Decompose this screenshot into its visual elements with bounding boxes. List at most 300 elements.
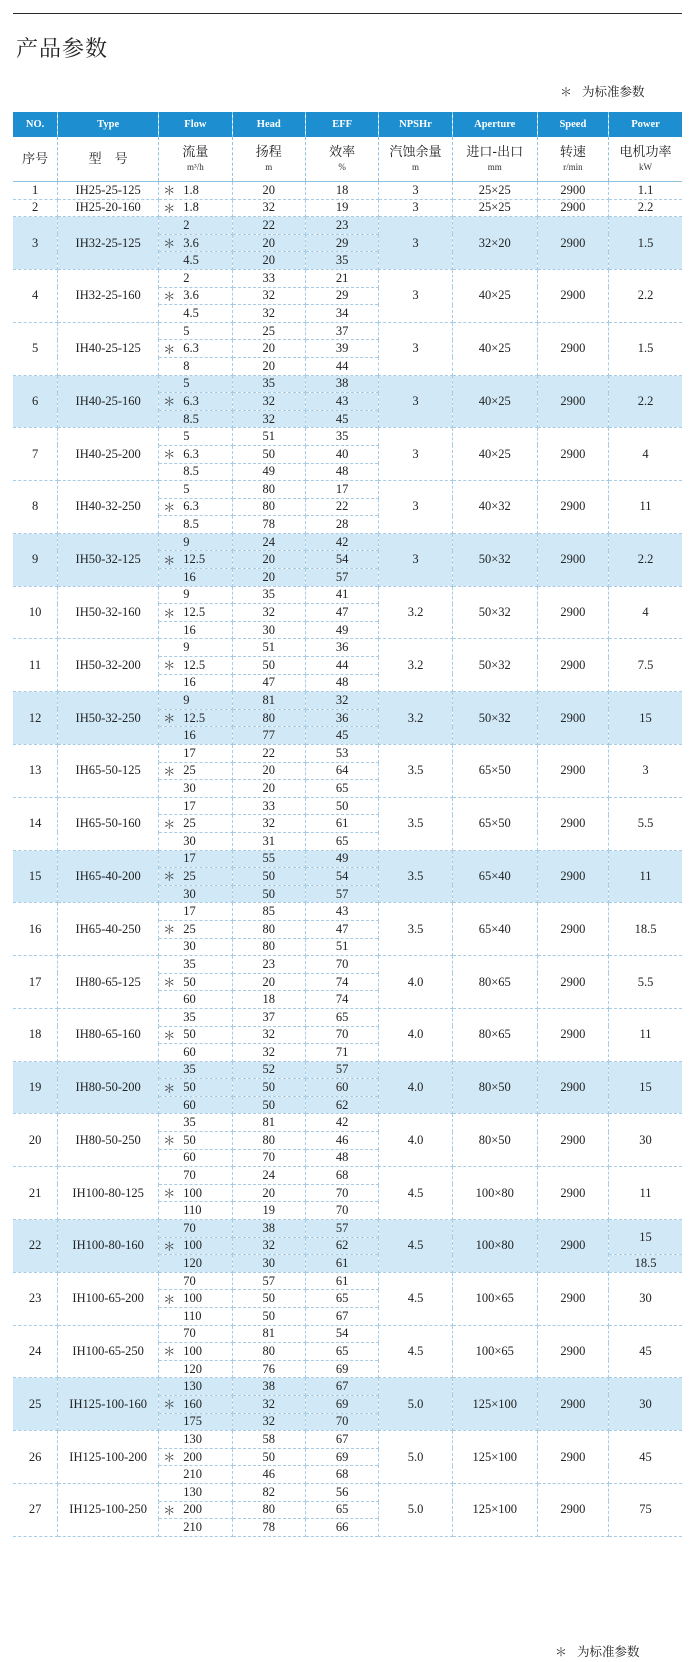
- chinese-header-row: [13, 137, 682, 182]
- head-cell: 32: [232, 393, 305, 411]
- flow-value: 50: [183, 1027, 196, 1042]
- flow-value: 120: [183, 1256, 202, 1271]
- eff-cell: 69: [305, 1360, 378, 1378]
- npshr-cell: 3: [379, 322, 452, 375]
- eff-cell: 66: [305, 1519, 378, 1537]
- table-row: [13, 1167, 682, 1185]
- speed-cell: 2900: [537, 375, 608, 428]
- header-zh-eff: [305, 137, 378, 182]
- header-zh-aperture-label: 进口-出口: [466, 145, 524, 160]
- head-cell: 19: [232, 1202, 305, 1220]
- header-zh-type-label: 型 号: [88, 151, 128, 167]
- flow-cell: [159, 1096, 232, 1114]
- npshr-cell: 3: [379, 481, 452, 534]
- flow-value: 120: [183, 1361, 202, 1376]
- header-speed-unit: r/min: [563, 162, 583, 172]
- head-cell: 38: [232, 1220, 305, 1238]
- row-number: 7: [13, 428, 58, 481]
- flow-cell: [159, 182, 232, 200]
- row-number: 11: [13, 639, 58, 692]
- eff-cell: 36: [305, 709, 378, 727]
- pump-type: IH65-50-125: [58, 745, 159, 798]
- header-npshr-unit: m: [411, 162, 419, 172]
- head-cell: 38: [232, 1378, 305, 1396]
- flow-value: 12.5: [183, 657, 206, 672]
- head-cell: 22: [232, 217, 305, 235]
- row-number: 4: [13, 269, 58, 322]
- flow-cell: [159, 621, 232, 639]
- flow-value: 100: [183, 1185, 202, 1200]
- flow-cell: [159, 1149, 232, 1167]
- head-cell: 35: [232, 586, 305, 604]
- head-cell: 81: [232, 1325, 305, 1343]
- eff-cell: 65: [305, 1290, 378, 1308]
- standard-marker-icon: ＊: [163, 711, 176, 726]
- head-cell: 57: [232, 1272, 305, 1290]
- table-row: [13, 375, 682, 393]
- power-cell: 3: [609, 745, 682, 798]
- table-row: [13, 692, 682, 710]
- flow-cell: [159, 1167, 232, 1185]
- row-number: 26: [13, 1431, 58, 1484]
- eff-cell: 67: [305, 1308, 378, 1326]
- eff-cell: 67: [305, 1378, 378, 1396]
- power-cell: 30: [609, 1114, 682, 1167]
- npshr-cell: 3.5: [379, 745, 452, 798]
- power-cell: 2.2: [609, 375, 682, 428]
- flow-cell: [159, 1026, 232, 1044]
- head-cell: 24: [232, 1167, 305, 1185]
- head-cell: 80: [232, 1501, 305, 1519]
- aperture-cell: 50×32: [452, 533, 537, 586]
- flow-cell: [159, 498, 232, 516]
- flow-value: 6.3: [183, 446, 199, 461]
- head-cell: 23: [232, 956, 305, 974]
- head-cell: 20: [232, 973, 305, 991]
- head-cell: 32: [232, 1026, 305, 1044]
- header-eff-unit: %: [338, 162, 346, 172]
- eff-cell: 61: [305, 1272, 378, 1290]
- header-flow-unit: m³/h: [187, 162, 204, 172]
- flow-cell: [159, 1448, 232, 1466]
- table-row: [13, 217, 682, 235]
- eff-cell: 43: [305, 393, 378, 411]
- eff-cell: 49: [305, 850, 378, 868]
- head-cell: 20: [232, 252, 305, 270]
- row-number: 21: [13, 1167, 58, 1220]
- flow-value: 25: [183, 868, 196, 883]
- flow-cell: [159, 586, 232, 604]
- eff-cell: 70: [305, 1026, 378, 1044]
- flow-value: 30: [183, 939, 196, 954]
- flow-cell: [159, 920, 232, 938]
- power-cell: 18.5: [609, 903, 682, 956]
- flow-value: 200: [183, 1502, 202, 1517]
- eff-cell: 41: [305, 586, 378, 604]
- standard-marker-icon: ＊: [163, 183, 176, 198]
- eff-cell: 23: [305, 217, 378, 235]
- header-zh-no: [13, 137, 58, 182]
- pump-type: IH125-100-160: [58, 1378, 159, 1431]
- pump-type: IH32-25-125: [58, 217, 159, 270]
- eff-cell: 46: [305, 1132, 378, 1150]
- eff-cell: 48: [305, 463, 378, 481]
- aperture-cell: 40×25: [452, 269, 537, 322]
- flow-cell: [159, 657, 232, 675]
- flow-cell: [159, 1431, 232, 1449]
- speed-cell: 2900: [537, 1483, 608, 1536]
- flow-value: 70: [183, 1220, 196, 1235]
- asterisk-icon: ＊: [560, 85, 573, 99]
- flow-cell: [159, 287, 232, 305]
- eff-cell: 37: [305, 322, 378, 340]
- flow-cell: [159, 305, 232, 323]
- head-cell: 82: [232, 1483, 305, 1501]
- flow-cell: [159, 991, 232, 1009]
- eff-cell: 54: [305, 551, 378, 569]
- eff-cell: 40: [305, 445, 378, 463]
- head-cell: 33: [232, 269, 305, 287]
- header-zh-npshr-label: 汽蚀余量: [389, 145, 442, 160]
- npshr-cell: 4.5: [379, 1272, 452, 1325]
- head-cell: 80: [232, 920, 305, 938]
- standard-marker-icon: ＊: [163, 1292, 176, 1307]
- head-cell: 20: [232, 234, 305, 252]
- head-cell: 50: [232, 1448, 305, 1466]
- flow-value: 25: [183, 921, 196, 936]
- table-row: [13, 1272, 682, 1290]
- speed-cell: 2900: [537, 199, 608, 217]
- flow-cell: [159, 868, 232, 886]
- flow-value: 4.5: [183, 253, 199, 268]
- flow-cell: [159, 1308, 232, 1326]
- flow-cell: [159, 1255, 232, 1273]
- row-number: 20: [13, 1114, 58, 1167]
- header-zh-power: [609, 137, 682, 182]
- flow-cell: [159, 1132, 232, 1150]
- head-cell: 76: [232, 1360, 305, 1378]
- row-number: 1: [13, 182, 58, 200]
- flow-cell: [159, 1325, 232, 1343]
- flow-value: 30: [183, 886, 196, 901]
- flow-value: 35: [183, 1115, 196, 1130]
- flow-cell: [159, 1501, 232, 1519]
- head-cell: 37: [232, 1008, 305, 1026]
- power-cell: 1.1: [609, 182, 682, 200]
- flow-cell: [159, 745, 232, 763]
- standard-marker-icon: ＊: [163, 606, 176, 621]
- aperture-cell: 65×50: [452, 797, 537, 850]
- head-cell: 35: [232, 375, 305, 393]
- header-head-unit: m: [265, 162, 273, 172]
- eff-cell: 35: [305, 252, 378, 270]
- flow-value: 2: [183, 217, 190, 232]
- standard-marker-icon: ＊: [163, 1028, 176, 1043]
- flow-cell: [159, 1483, 232, 1501]
- head-cell: 32: [232, 287, 305, 305]
- row-number: 14: [13, 797, 58, 850]
- flow-cell: [159, 410, 232, 428]
- flow-cell: [159, 393, 232, 411]
- pump-type: IH50-32-200: [58, 639, 159, 692]
- table-row: [13, 1325, 682, 1343]
- eff-cell: 65: [305, 832, 378, 850]
- npshr-cell: 3.5: [379, 850, 452, 903]
- npshr-cell: 4.0: [379, 1114, 452, 1167]
- flow-value: 5: [183, 429, 190, 444]
- standard-marker-icon: ＊: [163, 817, 176, 832]
- pump-type: IH80-65-160: [58, 1008, 159, 1061]
- speed-cell: 2900: [537, 1167, 608, 1220]
- head-cell: 20: [232, 780, 305, 798]
- power-cell: 5.5: [609, 797, 682, 850]
- standard-marker-icon: ＊: [163, 1503, 176, 1518]
- row-number: 19: [13, 1061, 58, 1114]
- table-row: [13, 1220, 682, 1238]
- eff-cell: 61: [305, 815, 378, 833]
- power-cell: 5.5: [609, 956, 682, 1009]
- flow-value: 50: [183, 1132, 196, 1147]
- flow-value: 60: [183, 1044, 196, 1059]
- asterisk-icon: ＊: [555, 1645, 568, 1659]
- flow-value: 25: [183, 763, 196, 778]
- head-cell: 20: [232, 569, 305, 587]
- speed-cell: 2900: [537, 269, 608, 322]
- eff-cell: 60: [305, 1079, 378, 1097]
- standard-marker-icon: ＊: [163, 236, 176, 251]
- flow-value: 130: [183, 1431, 202, 1446]
- row-number: 22: [13, 1220, 58, 1273]
- eff-cell: 54: [305, 1325, 378, 1343]
- head-cell: 80: [232, 498, 305, 516]
- speed-cell: 2900: [537, 1431, 608, 1484]
- page-title: 产品参数: [16, 37, 109, 62]
- speed-cell: 2900: [537, 1061, 608, 1114]
- eff-cell: 17: [305, 481, 378, 499]
- eff-cell: 68: [305, 1466, 378, 1484]
- eff-cell: 74: [305, 991, 378, 1009]
- flow-value: 60: [183, 1150, 196, 1165]
- header-en-head: Head: [232, 112, 305, 137]
- power-cell: 45: [609, 1325, 682, 1378]
- aperture-cell: 80×50: [452, 1114, 537, 1167]
- npshr-cell: 3.5: [379, 797, 452, 850]
- eff-cell: 43: [305, 903, 378, 921]
- flow-value: 16: [183, 675, 196, 690]
- flow-cell: [159, 639, 232, 657]
- power-cell: 2.2: [609, 533, 682, 586]
- flow-value: 12.5: [183, 605, 206, 620]
- eff-cell: 65: [305, 780, 378, 798]
- flow-cell: [159, 1044, 232, 1062]
- standard-marker-icon: ＊: [163, 500, 176, 515]
- flow-cell: [159, 322, 232, 340]
- aperture-cell: 100×65: [452, 1325, 537, 1378]
- pump-type: IH65-50-160: [58, 797, 159, 850]
- pump-type: IH125-100-200: [58, 1431, 159, 1484]
- eff-cell: 38: [305, 375, 378, 393]
- speed-cell: 2900: [537, 586, 608, 639]
- header-en-power: Power: [609, 112, 682, 137]
- power-cell: 15: [609, 692, 682, 745]
- head-cell: 51: [232, 639, 305, 657]
- flow-value: 3.6: [183, 288, 199, 303]
- power-cell: 7.5: [609, 639, 682, 692]
- speed-cell: 2900: [537, 428, 608, 481]
- npshr-cell: 3.2: [379, 692, 452, 745]
- flow-value: 9: [183, 587, 190, 602]
- eff-cell: 32: [305, 692, 378, 710]
- flow-cell: [159, 1114, 232, 1132]
- eff-cell: 62: [305, 1096, 378, 1114]
- aperture-cell: 50×32: [452, 586, 537, 639]
- row-number: 15: [13, 850, 58, 903]
- header-zh-power-label: 电机功率: [619, 145, 672, 160]
- flow-value: 8: [183, 358, 190, 373]
- aperture-cell: 65×40: [452, 903, 537, 956]
- table-row: [13, 481, 682, 499]
- flow-value: 9: [183, 640, 190, 655]
- head-cell: 30: [232, 621, 305, 639]
- pump-type: IH25-20-160: [58, 199, 159, 217]
- aperture-cell: 80×65: [452, 956, 537, 1009]
- power-cell: 11: [609, 1167, 682, 1220]
- eff-cell: 18: [305, 182, 378, 200]
- eff-cell: 29: [305, 234, 378, 252]
- head-cell: 80: [232, 1132, 305, 1150]
- header-zh-speed-label: 转速: [559, 145, 586, 160]
- aperture-cell: 65×40: [452, 850, 537, 903]
- head-cell: 32: [232, 410, 305, 428]
- pump-type: IH40-25-160: [58, 375, 159, 428]
- power-cell: 11: [609, 481, 682, 534]
- eff-cell: 57: [305, 1220, 378, 1238]
- power-cell: 11: [609, 1008, 682, 1061]
- eff-cell: 54: [305, 868, 378, 886]
- flow-value: 35: [183, 1062, 196, 1077]
- header-power-unit: kW: [639, 162, 652, 172]
- aperture-cell: 125×100: [452, 1431, 537, 1484]
- standard-marker-icon: ＊: [163, 1239, 176, 1254]
- speed-cell: 2900: [537, 217, 608, 270]
- table-row: [13, 903, 682, 921]
- head-cell: 20: [232, 182, 305, 200]
- eff-cell: 50: [305, 797, 378, 815]
- flow-cell: [159, 269, 232, 287]
- flow-value: 8.5: [183, 517, 199, 532]
- eff-cell: 39: [305, 340, 378, 358]
- eff-cell: 34: [305, 305, 378, 323]
- power-cell: 2.2: [609, 269, 682, 322]
- eff-cell: 65: [305, 1008, 378, 1026]
- eff-cell: 57: [305, 569, 378, 587]
- flow-cell: [159, 234, 232, 252]
- header-en-type: Type: [58, 112, 159, 137]
- aperture-cell: 40×25: [452, 375, 537, 428]
- head-cell: 31: [232, 832, 305, 850]
- flow-value: 2: [183, 270, 190, 285]
- npshr-cell: 3.2: [379, 639, 452, 692]
- standard-marker-icon: ＊: [163, 1186, 176, 1201]
- flow-cell: [159, 1237, 232, 1255]
- eff-cell: 69: [305, 1395, 378, 1413]
- table-row: [13, 1008, 682, 1026]
- head-cell: 20: [232, 762, 305, 780]
- head-cell: 70: [232, 1149, 305, 1167]
- eff-cell: 48: [305, 1149, 378, 1167]
- speed-cell: 2900: [537, 850, 608, 903]
- standard-parameter-note-bottom: [555, 1642, 640, 1660]
- head-cell: 46: [232, 1466, 305, 1484]
- header-zh-eff-label: 效率: [329, 145, 356, 160]
- aperture-cell: 65×50: [452, 745, 537, 798]
- head-cell: 50: [232, 1096, 305, 1114]
- flow-cell: [159, 850, 232, 868]
- table-row: [13, 797, 682, 815]
- flow-cell: [159, 973, 232, 991]
- flow-cell: [159, 252, 232, 270]
- flow-value: 17: [183, 745, 196, 760]
- eff-cell: 65: [305, 1343, 378, 1361]
- head-cell: 80: [232, 481, 305, 499]
- head-cell: 50: [232, 445, 305, 463]
- speed-cell: 2900: [537, 1114, 608, 1167]
- speed-cell: 2900: [537, 639, 608, 692]
- power-cell: 4: [609, 428, 682, 481]
- aperture-cell: 125×100: [452, 1483, 537, 1536]
- flow-cell: [159, 1061, 232, 1079]
- standard-marker-icon: ＊: [163, 1397, 176, 1412]
- aperture-cell: 80×65: [452, 1008, 537, 1061]
- head-cell: 78: [232, 516, 305, 534]
- header-en-aperture: Aperture: [452, 112, 537, 137]
- aperture-cell: 50×32: [452, 692, 537, 745]
- power-cell: 30: [609, 1378, 682, 1431]
- flow-cell: [159, 797, 232, 815]
- npshr-cell: 4.0: [379, 1061, 452, 1114]
- row-number: 8: [13, 481, 58, 534]
- row-number: 13: [13, 745, 58, 798]
- table-row: [13, 586, 682, 604]
- eff-cell: 44: [305, 657, 378, 675]
- eff-cell: 64: [305, 762, 378, 780]
- header-en-eff: EFF: [305, 112, 378, 137]
- standard-marker-icon: ＊: [163, 1450, 176, 1465]
- flow-cell: [159, 762, 232, 780]
- eff-cell: 70: [305, 1184, 378, 1202]
- table-row: [13, 1114, 682, 1132]
- flow-cell: [159, 569, 232, 587]
- head-cell: 25: [232, 322, 305, 340]
- flow-value: 110: [183, 1203, 202, 1218]
- eff-cell: 21: [305, 269, 378, 287]
- header-en-speed: Speed: [537, 112, 608, 137]
- head-cell: 22: [232, 745, 305, 763]
- pump-type: IH40-25-125: [58, 322, 159, 375]
- flow-value: 8.5: [183, 464, 199, 479]
- head-cell: 50: [232, 1079, 305, 1097]
- flow-value: 25: [183, 816, 196, 831]
- npshr-cell: 3.2: [379, 586, 452, 639]
- flow-value: 100: [183, 1238, 202, 1253]
- flow-value: 5: [183, 481, 190, 496]
- flow-value: 1.8: [183, 182, 199, 197]
- flow-value: 6.3: [183, 341, 199, 356]
- aperture-cell: 40×25: [452, 322, 537, 375]
- speed-cell: 2900: [537, 903, 608, 956]
- head-cell: 20: [232, 340, 305, 358]
- flow-cell: [159, 481, 232, 499]
